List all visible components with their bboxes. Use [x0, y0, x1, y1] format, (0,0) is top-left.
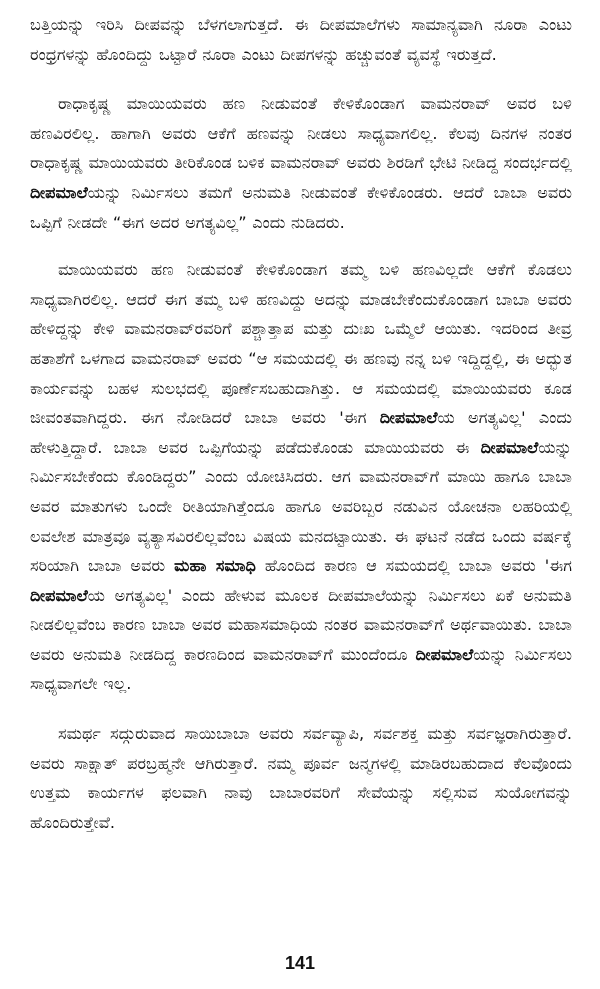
- paragraph-text: ಯನ್ನು ನಿರ್ಮಿಸಬೇಕೆಂದು ಕೊಂಡಿದ್ದರು” ಎಂದು ಯೋಚಿಸಿದರು. ಆಗ ವಾಮನರಾವ್‌ಗೆ ಮಾಯಿ ಹಾಗೂ ಬಾಬಾ ಅವರ ಮಾತುಗಳು ಒಂದೇ ರೀತಿಯಾಗಿತ್ತೆಂದೂ ಹಾಗೂ ಅವರಿಬ್ಬರ ನಡುವಿನ ಯೋಚನಾ ಲಹರಿಯಲ್ಲಿ ಲವಲೇಶ ಮಾತ್ರವೂ ವ್ಯತ್ಯಾಸವಿರಲಿಲ್ಲವೆಂಬ ವಿಷಯ ಮನದಟ್ಟಾಯಿತು. ಈ ಘಟನೆ ನಡೆದ ಒಂದು ವರ್ಷಕ್ಕೆ ಸರಿಯಾಗಿ ಬಾಬಾ ಅವರು: [30, 437, 572, 576]
- page-number: 141: [284, 953, 316, 973]
- paragraph-text: ಯ ಅಗತ್ಯವಿಲ್ಲ' ಎಂದು ಹೇಳುತ್ತಿದ್ದಾರೆ. ಬಾಬಾ ಅವರ ಒಪ್ಪಿಗೆಯನ್ನು ಪಡೆದುಕೊಂಡು ಮಾಯಿಯವರು ಈ: [30, 408, 573, 457]
- bold-term-deepamale: ದೀಪಮಾಲೆ: [480, 437, 539, 457]
- paragraph-text: ಯ ಅಗತ್ಯವಿಲ್ಲ' ಎಂದು ಹೇಳುವ ಮೂಲಕ ದೀಪಮಾಲೆಯನ್ನು ನಿರ್ಮಿಸಲು ಏಕೆ ಅನುಮತಿ ನೀಡಲಿಲ್ಲವೆಂಬ ಕಾರಣ ಬಾಬಾ ಅವರ ಮಹಾಸಮಾಧಿಯ ನಂತರ ವಾಮನರಾವ್‌ಗೆ ಅರ್ಥವಾಯಿತು. ಬಾಬಾ ಅವರು ಅನುಮತಿ ನೀಡದಿದ್ದ ಕಾರಣದಿಂದ ವಾಮನರಾವ್‌ಗೆ ಮುಂದೆಂದೂ: [30, 585, 572, 664]
- paragraph-text: ಸಮರ್ಥ ಸದ್ಗುರುವಾದ ಸಾಯಿಬಾಬಾ ಅವರು ಸರ್ವವ್ಯಾಪಿ, ಸರ್ವಶಕ್ತ ಮತ್ತು ಸರ್ವಜ್ಞರಾಗಿರುತ್ತಾರೆ. ಅವರು ಸಾಕ್ಷಾತ್ ಪರಬ್ರಹ್ಮನೇ ಆಗಿರುತ್ತಾರೆ. ನಮ್ಮ ಪೂರ್ವ ಜನ್ಮಗಳಲ್ಲಿ ಮಾಡಿರಬಹುದಾದ ಕೆಲವೊಂದು ಉತ್ತಮ ಕಾರ್ಯಗಳ ಫಲವಾಗಿ ನಾವು ಬಾಬಾರವರಿಗೆ ಸೇವೆಯನ್ನು ಸಲ್ಲಿಸುವ ಸುಯೋಗವನ್ನು ಹೊಂದಿರುತ್ತೇವೆ.: [30, 724, 572, 832]
- paragraph-4: [30, 719, 572, 837]
- bold-term-deepamale: ದೀಪಮಾಲೆ: [30, 182, 88, 202]
- paragraph-1: [30, 10, 572, 69]
- paragraph-text: ಹೊಂದಿದ ಕಾರಣ ಆ ಸಮಯದಲ್ಲಿ ಬಾಬಾ ಅವರು 'ಈಗ: [256, 556, 573, 576]
- bold-term-deepamale: ದೀಪಮಾಲೆ: [415, 644, 474, 664]
- bold-term-deepamale: ದೀಪಮಾಲೆ: [30, 585, 88, 605]
- paragraph-text: ರಾಧಾಕೃಷ್ಣ ಮಾಯಿಯವರು ಹಣ ನೀಡುವಂತೆ ಕೇಳಿಕೊಂಡಾಗ ವಾಮನರಾವ್ ಅವರ ಬಳಿ ಹಣವಿರಲಿಲ್ಲ. ಹಾಗಾಗಿ ಅವರು ಆಕೆಗೆ ಹಣವನ್ನು ನೀಡಲು ಸಾಧ್ಯವಾಗಲಿಲ್ಲ. ಕೆಲವು ದಿನಗಳ ನಂತರ ರಾಧಾಕೃಷ್ಣ ಮಾಯಿಯವರು ತೀರಿಕೊಂಡ ಬಳಿಕ ವಾಮನರಾವ್ ಅವರು ಶಿರಡಿಗೆ ಭೇಟಿ ನೀಡಿದ್ದ ಸಂದರ್ಭದಲ್ಲಿ: [30, 94, 572, 173]
- paragraph-text: ಮಾಯಿಯವರು ಹಣ ನೀಡುವಂತೆ ಕೇಳಿಕೊಂಡಾಗ ತಮ್ಮ ಬಳಿ ಹಣವಿಲ್ಲದೇ ಆಕೆಗೆ ಕೊಡಲು ಸಾಧ್ಯವಾಗಿರಲಿಲ್ಲ. ಆದರೆ ಈಗ ತಮ್ಮ ಬಳಿ ಹಣವಿದ್ದು ಅದನ್ನು ಮಾಡಬೇಕೆಂದುಕೊಂಡಾಗ ಬಾಬಾ ಅವರು ಹೇಳಿದ್ದನ್ನು ಕೇಳಿ ವಾಮನರಾವ್‌ರವರಿಗೆ ಪಶ್ಚಾತ್ತಾಪ ಮತ್ತು ದುಃಖ ಒಮ್ಮೆಲೆ ಆಯಿತು. ಇದರಿಂದ ತೀವ್ರ ಹತಾಶೆಗೆ ಒಳಗಾದ ವಾಮನರಾವ್ ಅವರು “ಆ ಸಮಯದಲ್ಲಿ ಈ ಹಣವು ನನ್ನ ಬಳಿ ಇದ್ದಿದ್ದಲ್ಲಿ, ಈ ಅದ್ಭುತ ಕಾರ್ಯವನ್ನು ಬಹಳ ಸುಲಭದಲ್ಲಿ ಪೂರ್ಣೆಸಬಹುದಾಗಿತ್ತು. ಆ ಸಮಯದಲ್ಲಿ ಮಾಯಿಯವರು ಕೂಡ ಜೀವಂತವಾಗಿದ್ದರು. ಈಗ ನೋಡಿದರೆ ಬಾಬಾ ಅವರು 'ಈಗ: [30, 260, 572, 428]
- bold-term-deepamale: ದೀಪಮಾಲೆ: [379, 408, 438, 428]
- paragraph-text: ಯನ್ನು ನಿರ್ಮಿಸಲು ತಮಗೆ ಅನುಮತಿ ನೀಡುವಂತೆ ಕೇಳಿಕೊಂಡರು. ಆದರೆ ಬಾಬಾ ಅವರು ಒಪ್ಪಿಗೆ ನೀಡದೇ “ಈಗ ಅದರ ಅಗತ್ಯವಿಲ್ಲ” ಎಂದು ನುಡಿದರು.: [30, 182, 572, 232]
- paragraph-text: ಬತ್ತಿಯನ್ನು ಇರಿಸಿ ದೀಪವನ್ನು ಬೆಳಗಲಾಗುತ್ತದೆ. ಈ ದೀಪಮಾಲೆಗಳು ಸಾಮಾನ್ಯವಾಗಿ ನೂರಾ ಎಂಟು ರಂಧ್ರಗಳನ್ನು ಹೊಂದಿದ್ದು ಒಟ್ಟಾರೆ ನೂರಾ ಎಂಟು ದೀಪಗಳನ್ನು ಹಚ್ಚುವಂತೆ ವ್ಯವಸ್ಥೆ ಇರುತ್ತದೆ.: [30, 15, 572, 64]
- page-body: [30, 10, 572, 837]
- paragraph-3: [30, 255, 572, 699]
- bold-term-maha-samadhi: ಮಹಾ ಸಮಾಧಿ: [174, 556, 257, 576]
- paragraph-text: ಯನ್ನು ನಿರ್ಮಿಸಲು ಸಾಧ್ಯವಾಗಲೇ ಇಲ್ಲ.: [30, 644, 572, 694]
- paragraph-2: [30, 89, 572, 237]
